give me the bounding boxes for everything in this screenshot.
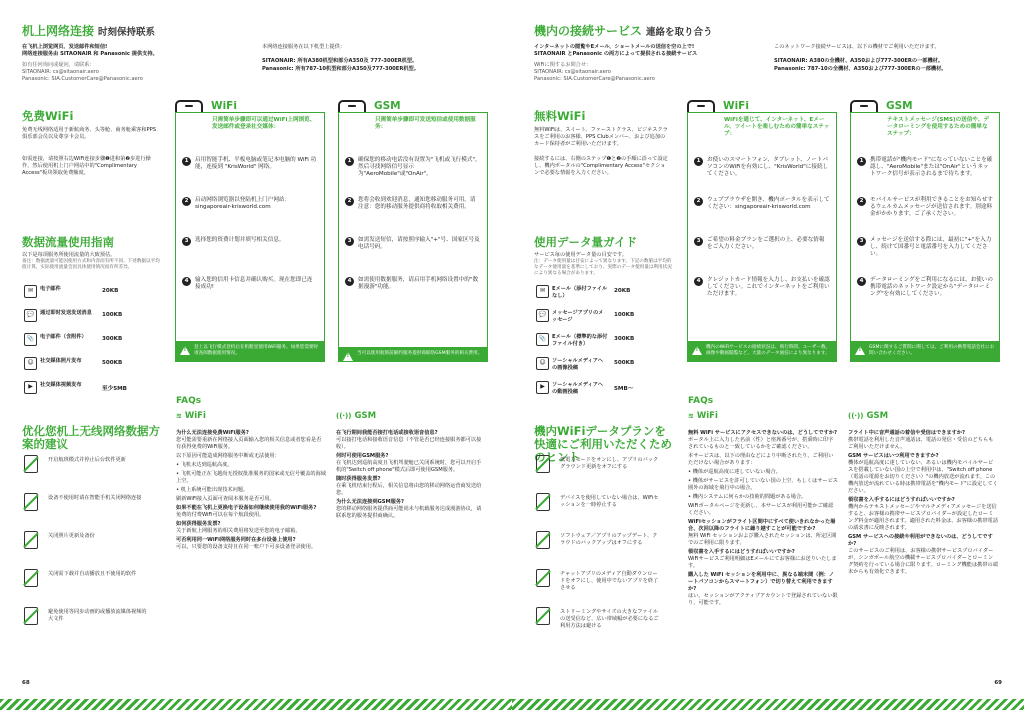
faq-item xyxy=(336,499,486,520)
faq-item xyxy=(848,497,998,532)
tip-icon xyxy=(24,455,38,473)
tip-icon xyxy=(536,455,550,473)
gsm-panel-head: テキストメッセージ(SMS)の送信や、データローミングを使用するための簡単なステップ： xyxy=(887,117,990,137)
free-wifi-para1: 免费无线网络适用于新航商务、头等舱、商务舱乘客和PPS俱乐部会员以及尊享卡会员。 xyxy=(22,127,157,140)
title-main: 机上网络连接 xyxy=(22,24,95,38)
gsm-panel-warning-text: 当可以使用航班前解约服务提供商联络GSM服务的相关费用。 xyxy=(357,351,483,356)
wifi-panel xyxy=(175,112,325,362)
faq-item xyxy=(848,430,998,451)
tip-icon xyxy=(536,531,550,549)
faq-gsm-column xyxy=(336,430,486,522)
free-wifi-heading: 免费WiFi xyxy=(22,109,74,123)
chat-icon: 💬 xyxy=(24,309,37,322)
faq-item xyxy=(176,430,326,451)
faq-answer: 機内からテキストメッセージやマルチメディアメッセージを送信すると、お客様の携帯サービスプロバイダーが設定したローミング料金が適用されます。適用された料金は、お客様の携帯電話の請求書に反映されます。 xyxy=(848,504,998,531)
faq-item xyxy=(176,521,326,535)
faq-question: 随时获得服务发票? xyxy=(336,476,381,482)
faq-item xyxy=(688,469,838,476)
gsm-panel-head: 只需简单步骤即可发送短信或使用数据服务： xyxy=(375,117,476,130)
warning-icon xyxy=(692,346,702,355)
warning-icon xyxy=(855,346,865,355)
wifi-panel-step: 2 ウェブブラウザを開き、機内ポータルを表示してください：singaporeair-krisworld.com xyxy=(694,197,830,211)
tip-text: チャットアプリのメディア自動ダウンロードをオフにし、使用中でないアプリを終了させる xyxy=(560,571,659,591)
gsm-panel-step: 2 モバイルサービスが利用できることをお知らせするウェルカムメッセージが送信されます。別途料金がかかります。ご了承ください。 xyxy=(857,197,993,219)
gsm-panel-step: 4 データローミングをご利用になるには、お使いの携帯電話のネットワーク設定から"データローミング"を有効にしてください。 xyxy=(857,277,993,299)
faq-heading: FAQs xyxy=(688,396,714,406)
faq-answer: 在乘飞机结束行程后，相关信息将由您的移动网络运营商发送给您。 xyxy=(336,483,482,496)
faq-question: WiFiセッションがフライト区間中にすべて使いきれなかった場合、次回以降のフライトに繰り越すことが可能ですか? xyxy=(688,519,836,532)
faq-item xyxy=(176,453,326,460)
footer-stripe xyxy=(512,699,1024,710)
faq-item xyxy=(688,503,838,517)
faq-item xyxy=(688,430,838,451)
footer-stripe xyxy=(0,699,512,710)
usage-row-value: 20KB xyxy=(102,288,119,294)
wifi-panel-title: WiFi xyxy=(211,100,237,112)
wifi-panel-step: 4 输入您的信用卡信息并确认购买。现在您即已连接成功! xyxy=(182,277,318,291)
wifi-panel-step-text: 输入您的信用卡信息并确认购买。现在您即已连接成功! xyxy=(195,277,313,291)
wifi-panel-step-text: お使いのスマートフォン、タブレット、ノートパソコンのWiFiを有効にし、"KrisWorld"に接続してください。 xyxy=(707,157,829,178)
faq-wifi-label xyxy=(176,411,206,421)
usage-row-label: 电子邮件 xyxy=(40,286,61,292)
tip-text: 低電力モードをオンにし、アプリのバックグラウンド更新をオフにする xyxy=(560,457,659,470)
faq-answer: • 飞机未达到巡航高度。 xyxy=(176,462,233,468)
gsm-panel-step-text: モバイルサービスが利用できることをお知らせするウェルカムメッセージが送信されます。別途料金がかかります。ご了承ください。 xyxy=(870,197,993,218)
faq-question: 無料 WiFi サービスにアクセスできないのは、どうしてですか? xyxy=(688,430,837,436)
faq-item xyxy=(176,487,326,494)
faq-item xyxy=(848,534,998,576)
availability-label: 本网络连接服务在以下机型上提供： xyxy=(262,44,346,50)
contact-line-1: Panasonic: SIA.CustomerCare@Panasonic.aero xyxy=(534,76,655,82)
free-wifi-para2: 接続するには、右側のステップ❶と❷の手順に沿って設定し、機内ポータルの"Complimentary Access"セクションで必要な情報を入力ください。 xyxy=(534,156,668,176)
usage-note: 注：データ使用量は目安によって異なります。下記の数値は平均的なデータ使用量を基準にしており、実際のデータ使用量は利用状況により異なる場合があります。 xyxy=(534,259,672,276)
availability-line-0: SITAONAIR: A380の全機材、A350および777-300ERの一部機材。 xyxy=(774,58,944,64)
title-main: 機内の接続サービス xyxy=(534,24,643,38)
faq-answer: はい。セッションがアクティブアカウントで登録されていない限り、可能です。 xyxy=(688,593,838,606)
faq-answer: 可以，只要您的设备支持且在同一账户下可多设备登录使用。 xyxy=(176,544,317,550)
availability-line-1: Panasonic: 787-10の全機材、A350および777-300ERの一部機材。 xyxy=(774,66,947,72)
wifi-panel-step: 2 启动网络浏览器以登陆机上门户网站：singaporeair-krisworld.com xyxy=(182,197,318,211)
wifi-panel-step-text: ご希望の料金プランをご選択の上、必要な情報をご入力ください。 xyxy=(707,237,825,251)
intro-line-1: SITAONAIR とPanasonic の両方によって提供される接続サービス xyxy=(534,51,698,57)
tips-heading: 优化您机上无线网络数据方案的建议 xyxy=(22,424,160,451)
gsm-panel-step: 1 确保您的移动电话没有设置为"飞机或飞行模式"，然后寻找网络信号显示为"AeroMobile"或"OnAir"。 xyxy=(345,157,481,179)
usage-row-value: 100KB xyxy=(614,312,635,318)
faq-gsm-label xyxy=(336,411,376,421)
email-icon: ✉ xyxy=(536,285,549,298)
gsm-panel-title: GSM xyxy=(374,100,401,112)
tips-heading: 機内WiFiデータプランを快適にご利用いただくためのヒント xyxy=(534,424,672,464)
faq-answer: • 飞机可能正在飞越尚无授权批准服务的国家或无信号覆盖的海域上空。 xyxy=(176,471,326,484)
wifi-panel-warning xyxy=(688,341,836,361)
wifi-panel-warning xyxy=(176,341,324,361)
intro-line-1: 网络连接服务由 SITAONAIR 和 Panasonic 提供支持。 xyxy=(22,51,158,57)
social-icon: ☺ xyxy=(536,357,549,370)
usage-row-label: Eメール（標準的な添付ファイル付き） xyxy=(552,334,608,347)
faq-question: 在飞行期间我能否接打电话或接收语音信息? xyxy=(336,430,438,436)
wifi-panel-head: WiFiを通じて、インターネット、Eメール、ツイートを楽しむための簡単なステップ： xyxy=(724,117,830,137)
faq-answer: 您可能需要重新在网络接入页面输入您的相关信息或者您看是否有获得免费的WiFi服务。 xyxy=(176,437,322,450)
wifi-panel-step: 3 ご希望の料金プランをご選択の上、必要な情報をご入力ください。 xyxy=(694,237,830,251)
faq-item xyxy=(688,549,838,570)
usage-row-label: ソーシャルメディアへの動画投稿 xyxy=(552,382,603,395)
faq-answer: • 机上系统可能出现技术问题。 xyxy=(176,487,249,493)
usage-row-value: 20KB xyxy=(614,288,631,294)
faq-answer: 您的移动网络服务提供商可能尚未与机载服务达成漫游协议，请联系您的服务提供商确认。 xyxy=(336,506,482,519)
faq-answer: 可以接打电话和接收语音信息（不管是否已经连接服务都可以接收）。 xyxy=(336,437,482,450)
availability-line-1: Panasonic: 所有787-10机型和部分A350及777-300ER机型。 xyxy=(262,66,419,72)
wifi-panel-warning-text: 登上以飞行模式登机后在机舱里使用WiFi服务。如果您需要时请查阅数据使用情况。 xyxy=(194,345,319,356)
warning-icon xyxy=(180,346,190,355)
gsm-panel-warning xyxy=(339,347,487,361)
contact-label: WiFiに関するお問合せ： xyxy=(534,62,592,68)
free-wifi-heading: 無料WiFi xyxy=(534,109,586,123)
faq-item xyxy=(176,505,326,519)
chat-icon: 💬 xyxy=(536,309,549,322)
faq-gsm-column xyxy=(848,430,998,578)
faq-wifi-column xyxy=(176,430,326,553)
page-title xyxy=(534,22,713,39)
gsm-panel-step-text: 确保您的移动电话没有设置为"飞机或飞行模式"，然后寻找网络信号显示为"AeroMobile"或"OnAir"。 xyxy=(358,157,481,178)
contact-line-0: SITAONAIR: cs@sitaonair.aero xyxy=(22,69,99,75)
contact-line-0: SITAONAIR: cs@sitaonair.aero xyxy=(534,69,611,75)
gsm-panel-step: 1 携帯電話が"機内モード"になっていないことを確認し、"AeroMobile"または"OnAir"というネットワーク信号が表示されるまで待ちます。 xyxy=(857,157,993,179)
usage-row-label: 社交媒体照片发布 xyxy=(40,358,82,364)
faq-answer: • 機体が巡航高度に達していない場合。 xyxy=(688,469,781,475)
tip-icon xyxy=(24,493,38,511)
gsm-panel-step: 3 メッセージを送信する際には、最初に"+"を入力し、続けて国番号と電話番号を入力してください。 xyxy=(857,237,993,259)
page-title xyxy=(22,22,155,39)
wifi-panel xyxy=(687,112,837,362)
faq-wifi-label-text: WiFi xyxy=(184,411,206,421)
gsm-panel xyxy=(338,112,488,362)
faq-question: GSM サービスへの接続や利用ができないのは、どうしてですか? xyxy=(848,534,993,547)
wifi-panel-warning-text: 機内のWiFiサービスの接続状況は、飛行時間、ユーザー数、画像や動画閲覧など、大量のデータ通信により異なります。 xyxy=(706,345,831,356)
usage-row-value: 100KB xyxy=(102,312,123,318)
contact-line-1: Panasonic: SIA.CustomerCare@Panasonic.aero xyxy=(22,76,143,82)
page-right xyxy=(512,0,1024,710)
tip-text: ソフトウェア／アプリのアップデート、クラウドのバックアップはオフにする xyxy=(560,533,658,546)
usage-row-label: 电子邮件（含附件） xyxy=(40,334,87,340)
faq-question: 領収書を入手するにはどうすればいいですか? xyxy=(848,497,955,503)
attachment-icon: 📎 xyxy=(24,333,37,346)
faq-question: GSM サービスはいつ利用できますか? xyxy=(848,453,939,459)
gsm-panel-step-text: メッセージを送信する際には、最初に"+"を入力し、続けて国番号と電話番号を入力してください。 xyxy=(870,237,992,258)
faq-answer: WiFiポータルページを更新し、本サービスが利用可能かご確認ください。 xyxy=(688,503,834,516)
faq-answer: 关于新航上网服务的相关费用将发送至您的电子邮箱。 xyxy=(176,528,301,534)
tip-icon xyxy=(24,531,38,549)
tip-text: 开启航班模式并停止后台软件更新 xyxy=(48,457,126,463)
tip-icon xyxy=(536,493,550,511)
usage-row-value: 500KB xyxy=(614,360,635,366)
faq-answer: 本サービスは、以下の理由などにより中断されたり、ご利用いただけない場合があります： xyxy=(688,453,834,466)
faq-item xyxy=(688,519,838,547)
faq-question: フライト中に音声通話の着信や受信はできますか? xyxy=(848,430,965,436)
faq-item xyxy=(176,496,326,503)
gsm-panel-step-text: 携帯電話が"機内モード"になっていないことを確認し、"AeroMobile"または"OnAir"というネットワーク信号が表示されるまで待ちます。 xyxy=(870,157,993,178)
gsm-panel-step-text: 如需发送短信，请按照序输入"+"号、国家区号及电话号码。 xyxy=(358,237,480,251)
faq-item xyxy=(336,430,486,451)
title-sub: 連絡を取り合う xyxy=(646,27,713,38)
faq-question: 可否利用同一WiFi网络服务同时在多台设备上使用? xyxy=(176,537,296,543)
tip-text: 关闭照片更新及备份 xyxy=(48,533,95,539)
faq-gsm-icon: ((·)) xyxy=(848,412,864,420)
faq-answer: 以下原因可能造成网络服务中断或无法使用： xyxy=(176,453,280,459)
wifi-panel-step: 1 启用智能手机、平板电脑或笔记本电脑的 WiFi 功能，连接到 "KrisWorld" 网络。 xyxy=(182,157,318,171)
wifi-panel-step: 1 お使いのスマートフォン、タブレット、ノートパソコンのWiFiを有効にし、"KrisWorld"に接続してください。 xyxy=(694,157,830,179)
faq-answer: このサービスのご利用は、お客様の携帯サービスプロバイダーが、シンガポール航空の機載サービスプロバイダーとローミング契約を行っている場合に限ります。ローミング機能は携帯の端末からも有効化できます。 xyxy=(848,548,998,575)
faq-answer: 在飞机达到巡航高度且飞机驾驶舱已关闭系统时，您可以开启手机的"Switch off phone"模式后即可使用GSM服务。 xyxy=(336,460,482,473)
tip-icon xyxy=(24,607,38,625)
tip-icon xyxy=(536,569,550,587)
faq-answer: • 機体がサービスを許可していない国の上空、もしくはサービス圏外の海域を飛行中の場合。 xyxy=(688,478,838,491)
wifi-panel-step-text: 选择您的资费计划并填写相关信息。 xyxy=(195,237,285,243)
usage-row-value: 至少5MB xyxy=(102,386,127,392)
faq-heading: FAQs xyxy=(176,396,202,406)
faq-question: 購入した WiFi セッションを利用中に、異なる端末間（例：ノートパソコンからスマートフォン）で切り替えて利用できますか? xyxy=(688,572,835,592)
gsm-panel-step-text: 您将会收到欢迎消息，通知您移动服务可用。请注意：您的移动服务提供商将收取相关费用。 xyxy=(358,197,476,211)
faq-item xyxy=(688,572,838,607)
gsm-panel-step: 2 您将会收到欢迎消息，通知您移动服务可用。请注意：您的移动服务提供商将收取相关费用。 xyxy=(345,197,481,211)
gsm-panel-step: 4 如需使用数据服务，请启用手机网络设置中的"数据漫游"功能。 xyxy=(345,277,481,291)
usage-row-label: 社交媒体视频发布 xyxy=(40,382,82,388)
wifi-panel-title: WiFi xyxy=(723,100,749,112)
free-wifi-para1: 無料WiFiは、スイート、ファーストクラス、ビジネスクラスをご利用のお客様、PPS Clubメンバー、および追加のカード保持者がご利用いただけます。 xyxy=(534,127,668,147)
faq-answer: 無料 WiFi セッションおよび購入されたセッションは、所定区間でのご利用に限ります。 xyxy=(688,533,837,546)
tip-icon xyxy=(24,569,38,587)
faq-question: 領収書を入手するにはどうすればいいですか? xyxy=(688,549,795,555)
faq-question: 如果不能在飞机上更换电子设备如何继续使用我的WiFi服务? xyxy=(176,505,317,511)
faq-item xyxy=(688,478,838,492)
intro-line-0: インターネットの閲覧やEメール、ショートメールの送信を空の上で! xyxy=(534,44,695,50)
usage-row-value: 300KB xyxy=(614,336,635,342)
faq-item xyxy=(336,476,486,497)
faq-gsm-label-text: GSM xyxy=(866,411,889,421)
faq-question: 为什么无法连接到GSM服务? xyxy=(336,499,405,505)
usage-row-label: Eメール（添付ファイルなし） xyxy=(552,286,608,299)
faq-answer: 機体が巡航高度に達していない、あるいは機内モバイルサービスを搭載していない国の上空で利用中は、"Switch off phone（電話の電源をお切りください）"の機内放送が流れます。この機内放送が流れている時は携帯電話を"機内モード"に設定してください。 xyxy=(848,460,998,494)
availability-line-0: SITAONAIR: 所有A380机型和部分A350及 777-300ER机型。 xyxy=(262,58,418,64)
social-video-icon: ▶ xyxy=(24,381,37,394)
faq-item xyxy=(176,462,326,469)
wifi-panel-step: 4 クレジットカード情報を入力し、お支払いを確認してください。これでインターネットをご利用いただけます。 xyxy=(694,277,830,299)
faq-answer: ポータル上に入力した名前（性）と座席番号が、搭乗時に印字されているものと一致しているかをご確認ください。 xyxy=(688,437,834,450)
usage-row-value: 500KB xyxy=(102,360,123,366)
faq-wifi-label-text: WiFi xyxy=(696,411,718,421)
faq-answer: 免费的付费WiFi可以在每个航段使用。 xyxy=(176,512,265,518)
intro-line-0: 在飞机上浏览网页、发送邮件和短信! xyxy=(22,44,108,50)
faq-item xyxy=(688,494,838,501)
faq-item xyxy=(688,453,838,467)
usage-row-label: メッセージアプリのメッセージ xyxy=(552,310,604,323)
faq-wifi-icon: ≋ xyxy=(176,412,182,420)
social-icon: ☺ xyxy=(24,357,37,370)
usage-intro: 以下是每项服务所使用流量的大致预估。 xyxy=(22,252,116,258)
gsm-panel-warning-text: GSMに関するご質問に関しては、ご利用の携帯電話会社にお問い合わせください。 xyxy=(869,345,995,356)
page-number: 69 xyxy=(994,680,1002,686)
faq-item xyxy=(336,453,486,474)
page-number: 68 xyxy=(22,680,30,686)
wifi-panel-step-text: クレジットカード情報を入力し、お支払いを確認してください。これでインターネットをご利用いただけます。 xyxy=(707,277,830,298)
tip-text: 避免使用等同步动画的或播放流媒体视频的大文件 xyxy=(48,609,147,622)
faq-answer: 刷新WiFi接入页面可查阅本服务是否可用。 xyxy=(176,496,275,502)
faq-wifi-column xyxy=(688,430,838,609)
email-icon: ✉ xyxy=(24,285,37,298)
usage-heading: 数据流量使用指南 xyxy=(22,235,114,249)
wifi-panel-head: 只需简单步骤即可以通过WiFi上网浏览、发送邮件或登录社交媒体： xyxy=(212,117,316,130)
gsm-panel-step-text: 如需使用数据服务，请启用手机网络设置中的"数据漫游"功能。 xyxy=(358,277,479,291)
contact-label: 如有任何询问或疑问，请联系： xyxy=(22,62,95,68)
tip-text: 设备不使用时请在智能手机关闭网络连接 xyxy=(48,495,142,501)
usage-row-label: ソーシャルメディアへの画像投稿 xyxy=(552,358,603,371)
usage-row-label: 通过即时发送发送消息 xyxy=(40,310,92,316)
usage-intro: サービス毎の使用データ量の目安です。 xyxy=(534,252,627,258)
warning-icon xyxy=(343,352,353,361)
gsm-panel-step: 3 如需发送短信，请按照序输入"+"号、国家区号及电话号码。 xyxy=(345,237,481,251)
usage-row-value: 5MB～ xyxy=(614,386,634,392)
attachment-icon: 📎 xyxy=(536,333,549,346)
tip-text: 关闭需下载并自动播放且不使用的软件 xyxy=(48,571,137,577)
faq-question: 何时可使用GSM服务? xyxy=(336,453,389,459)
wifi-panel-step-text: 启动网络浏览器以登陆机上门户网站：singaporeair-krisworld.com xyxy=(195,197,291,211)
title-sub: 时刻保持联系 xyxy=(98,27,156,38)
wifi-panel-step-text: 启用智能手机、平板电脑或笔记本电脑的 WiFi 功能，连接到 "KrisWorld" 网络。 xyxy=(195,157,317,171)
tip-text: デバイスを使用していない場合は、WiFiセッションを一時停止する xyxy=(560,495,659,508)
faq-question: 为什么无法连接免费WiFi服务? xyxy=(176,430,249,436)
free-wifi-para2: 如需连接，请按照右边WiFi连接步骤❶进和第❷步进行操作，然后使用机上门户网站中的"Complimentary Access"板块领取免费额度。 xyxy=(22,156,151,176)
gsm-panel-warning xyxy=(851,341,999,361)
faq-item xyxy=(176,471,326,485)
wifi-panel-step: 3 选择您的资费计划并填写相关信息。 xyxy=(182,237,318,244)
faq-question: 如何获得服务发票? xyxy=(176,521,221,527)
faq-gsm-label-text: GSM xyxy=(354,411,377,421)
availability-label: このネットワーク接続サービスは、以下の機材でご利用いただけます。 xyxy=(774,44,940,50)
tip-icon xyxy=(536,607,550,625)
faq-answer: 携帯電話を利用した音声通話は、電話の発信・受信のどちらもご利用いただけません。 xyxy=(848,437,994,450)
faq-gsm-label xyxy=(848,411,888,421)
faq-gsm-icon: ((·)) xyxy=(336,412,352,420)
faq-item xyxy=(176,537,326,551)
faq-answer: WiFiサービスご利用明細はEメールにてお客様にお送りいたします。 xyxy=(688,556,837,569)
usage-note: 备注：数据流量可能因使用方式和内容而有所不同。下述数据以平均值计算，实际使用流量会因具体使用情况而有所差异。 xyxy=(22,259,160,270)
gsm-panel-title: GSM xyxy=(886,100,913,112)
tip-text: ストリーミングやサイズの大きなファイルの送受信など、広い帯域幅が必要になるご利用方法は避ける xyxy=(560,609,659,629)
social-video-icon: ▶ xyxy=(536,381,549,394)
usage-heading: 使用データ量ガイド xyxy=(534,235,638,249)
faq-wifi-label xyxy=(688,411,718,421)
faq-item xyxy=(848,453,998,495)
gsm-panel xyxy=(850,112,1000,362)
faq-answer: • 機内システムに何らかの技術的問題がある場合。 xyxy=(688,494,807,500)
wifi-panel-step-text: ウェブブラウザを開き、機内ポータルを表示してください：singaporeair-krisworld.com xyxy=(707,197,830,211)
faq-wifi-icon: ≋ xyxy=(688,412,694,420)
usage-row-value: 300KB xyxy=(102,336,123,342)
gsm-panel-step-text: データローミングをご利用になるには、お使いの携帯電話のネットワーク設定から"データローミング"を有効にしてください。 xyxy=(870,277,993,298)
